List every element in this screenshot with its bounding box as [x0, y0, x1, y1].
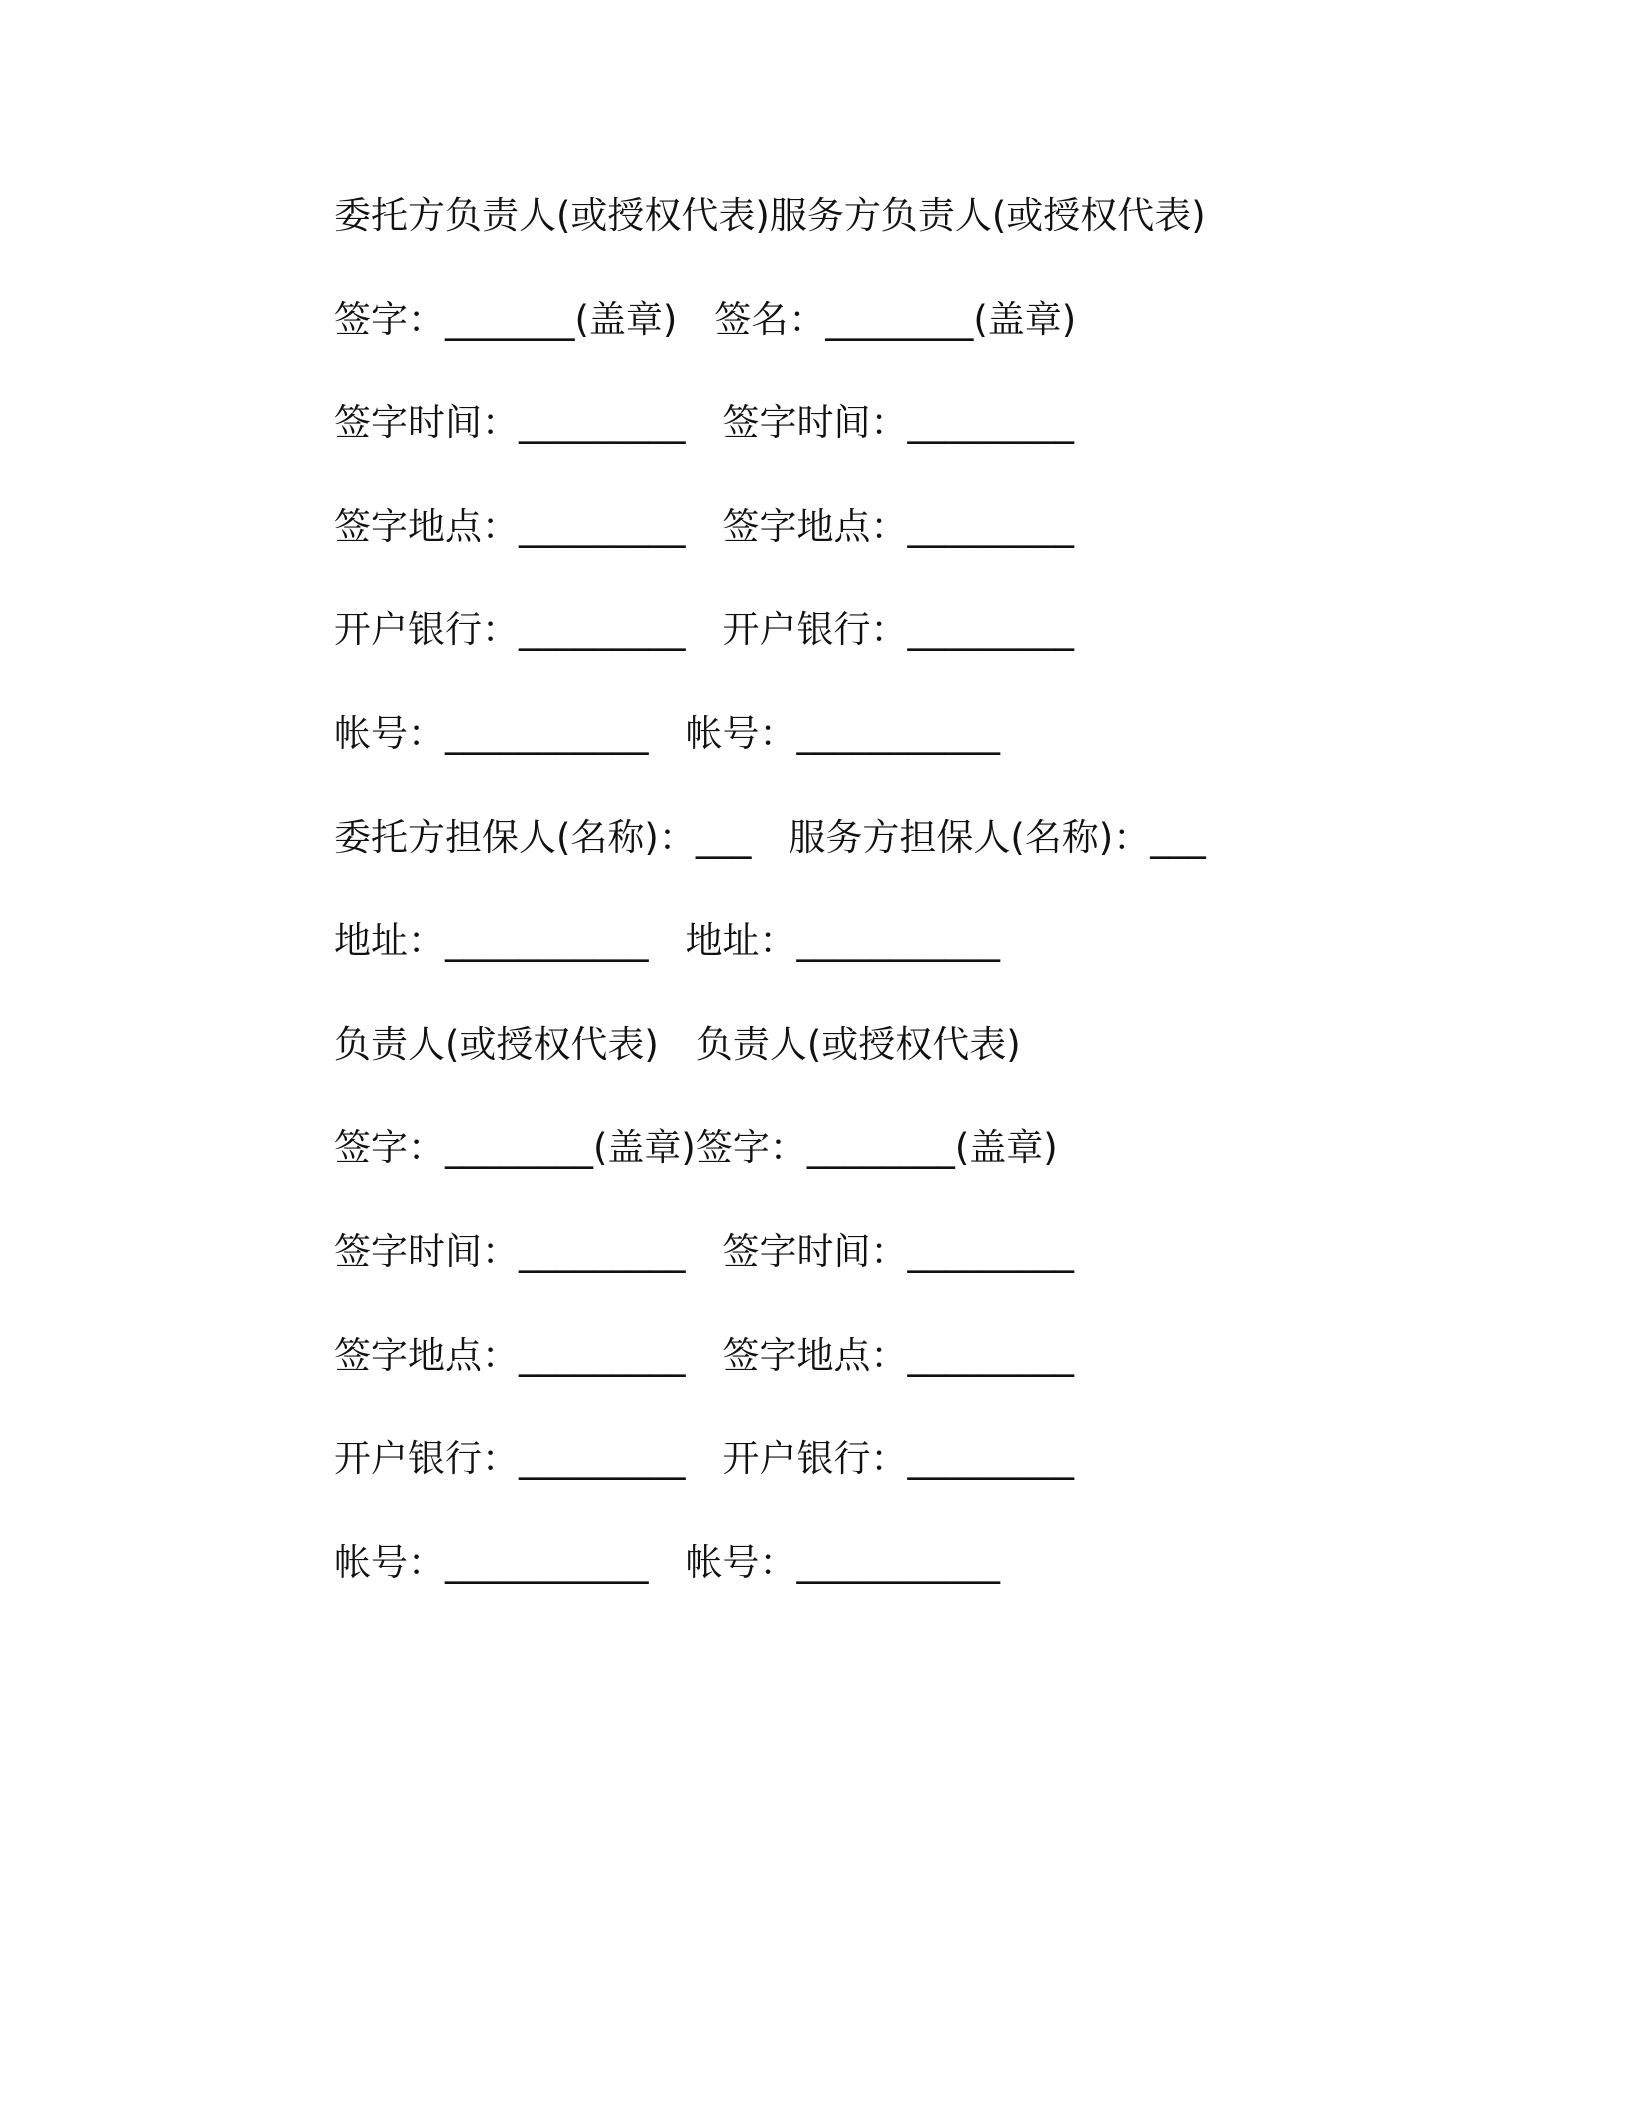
text-line-guarantor-representatives: 负责人(或授权代表) 负责人(或授权代表) — [334, 1022, 1021, 1066]
text-line-signature-seal: 签字：_______(盖章) 签名：________(盖章) — [334, 297, 1077, 341]
text-line-guarantor-signing-place: 签字地点：_________ 签字地点：_________ — [334, 1333, 1074, 1377]
text-line-guarantor-bank: 开户银行：_________ 开户银行：_________ — [334, 1437, 1074, 1481]
signature-block — [334, 188, 1434, 1638]
text-line-guarantor-signing-time: 签字时间：_________ 签字时间：_________ — [334, 1229, 1074, 1273]
text-line-responsible-parties: 委托方负责人(或授权代表)服务方负责人(或授权代表) — [334, 194, 1206, 237]
text-line-guarantor-signature-seal: 签字：________(盖章)签字：________(盖章) — [334, 1126, 1058, 1170]
text-line-address: 地址：___________ 地址：___________ — [334, 919, 1000, 963]
text-line-account: 帐号：___________ 帐号：___________ — [334, 711, 1000, 755]
text-line-guarantor-account: 帐号：___________ 帐号：___________ — [334, 1540, 1000, 1584]
text-line-bank: 开户银行：_________ 开户银行：_________ — [334, 608, 1074, 652]
text-line-signing-place: 签字地点：_________ 签字地点：_________ — [334, 504, 1074, 548]
text-line-signing-time: 签字时间：_________ 签字时间：_________ — [334, 401, 1074, 445]
text-line-guarantors: 委托方担保人(名称)：___ 服务方担保人(名称)：___ — [334, 815, 1206, 859]
